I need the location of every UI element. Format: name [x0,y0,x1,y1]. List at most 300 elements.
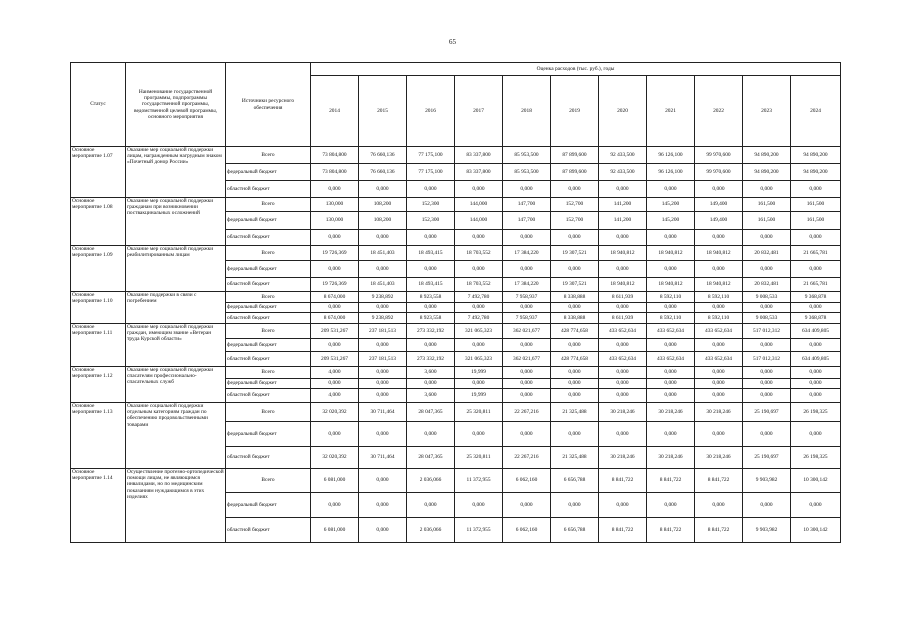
amount-cell: 22 267,216 [503,403,551,422]
table-row [71,403,841,422]
amount-cell: 0,000 [455,303,503,313]
amount-cell: 92 433,500 [599,147,647,164]
status-cell: Основное мероприятие 1.11 [71,324,126,367]
amount-cell: 8 674,000 [311,292,359,303]
amount-cell: 362 021,677 [503,352,551,367]
amount-cell: 362 021,677 [503,324,551,339]
amount-cell: 428 774,658 [551,324,599,339]
amount-cell: 8 841,722 [647,469,695,493]
amount-cell: 0,000 [791,367,841,379]
table-body [71,147,841,543]
amount-cell: 8 923,558 [407,313,455,324]
source-cell: федеральный бюджет [226,164,311,181]
table-row [71,198,841,212]
amount-cell: 149,400 [695,198,743,212]
status-cell: Основное мероприятие 1.09 [71,246,126,292]
amount-cell: 10 300,142 [791,518,841,543]
amount-cell: 0,000 [359,339,407,352]
amount-cell: 0,000 [695,230,743,246]
source-cell: областной бюджет [226,389,311,403]
amount-cell: 30 711,464 [359,447,407,469]
amount-cell: 83 337,800 [455,164,503,181]
amount-cell: 0,000 [791,261,841,278]
source-cell: Всего [226,198,311,212]
amount-cell: 0,000 [407,422,455,447]
amount-cell: 30 218,246 [647,447,695,469]
amount-cell: 0,000 [743,367,791,379]
amount-cell: 8 841,722 [695,518,743,543]
amount-cell: 0,000 [647,422,695,447]
amount-cell: 8 841,722 [599,469,647,493]
amount-cell: 94 890,200 [791,164,841,181]
amount-cell: 634 409,805 [791,324,841,339]
amount-cell: 0,000 [359,469,407,493]
amount-cell: 0,000 [503,422,551,447]
amount-cell: 8 338,888 [551,292,599,303]
source-cell: федеральный бюджет [226,422,311,447]
amount-cell: 26 198,325 [791,447,841,469]
amount-cell: 73 804,800 [311,164,359,181]
amount-cell: 19 726,369 [311,246,359,261]
amount-cell: 0,000 [647,367,695,379]
amount-cell: 0,000 [647,303,695,313]
amount-cell: 0,000 [503,493,551,518]
amount-cell: 0,000 [311,261,359,278]
amount-cell: 152,300 [407,212,455,230]
source-cell: Всего [226,292,311,303]
amount-cell: 96 126,100 [647,147,695,164]
amount-cell: 0,000 [407,379,455,389]
amount-cell: 0,000 [503,181,551,198]
source-cell: федеральный бюджет [226,339,311,352]
amount-cell: 18 940,812 [647,278,695,292]
amount-cell: 0,000 [695,379,743,389]
amount-cell: 0,000 [311,339,359,352]
amount-cell: 0,000 [599,230,647,246]
amount-cell: 0,000 [647,181,695,198]
amount-cell: 0,000 [455,339,503,352]
source-cell: областной бюджет [226,278,311,292]
amount-cell: 161,500 [791,212,841,230]
amount-cell: 7 958,937 [503,313,551,324]
amount-cell: 144,000 [455,198,503,212]
amount-cell: 8 592,110 [647,292,695,303]
amount-cell: 147,700 [503,198,551,212]
amount-cell: 0,000 [647,230,695,246]
source-cell: областной бюджет [226,230,311,246]
amount-cell: 76 660,136 [359,147,407,164]
amount-cell: 0,000 [743,339,791,352]
amount-cell: 28 047,365 [407,403,455,422]
activity-name-cell: Осуществление протезно-ортопедической помощи лицам, не являющимся инвалидами, но по медицинским показаниям нуждающимся в этих изделиях [126,469,226,543]
source-cell: федеральный бюджет [226,261,311,278]
amount-cell: 21 665,781 [791,278,841,292]
header-source: Источники ресурсного обеспечения [226,63,311,147]
amount-cell: 25 320,811 [455,447,503,469]
amount-cell: 0,000 [359,181,407,198]
source-cell: федеральный бюджет [226,379,311,389]
amount-cell: 87 899,600 [551,147,599,164]
source-cell: областной бюджет [226,518,311,543]
amount-cell: 149,400 [695,212,743,230]
amount-cell: 77 175,100 [407,164,455,181]
amount-cell: 0,000 [311,493,359,518]
amount-cell: 0,000 [647,389,695,403]
amount-cell: 433 652,634 [647,324,695,339]
amount-cell: 18 451,403 [359,278,407,292]
year-header: 2020 [599,76,647,147]
amount-cell: 130,000 [311,212,359,230]
amount-cell: 0,000 [359,367,407,379]
amount-cell: 17 384,220 [503,246,551,261]
amount-cell: 0,000 [695,367,743,379]
amount-cell: 0,000 [695,339,743,352]
amount-cell: 8 841,722 [599,518,647,543]
amount-cell: 517 012,312 [743,324,791,339]
amount-cell: 433 652,634 [695,352,743,367]
source-cell: Всего [226,147,311,164]
table-row [71,246,841,261]
amount-cell: 0,000 [359,518,407,543]
header-status: Статус [71,63,126,147]
amount-cell: 18 451,403 [359,246,407,261]
amount-cell: 6 062,160 [503,518,551,543]
year-header: 2019 [551,76,599,147]
amount-cell: 3,600 [407,389,455,403]
amount-cell: 99 970,600 [695,147,743,164]
amount-cell: 108,200 [359,212,407,230]
amount-cell: 0,000 [791,493,841,518]
year-header: 2014 [311,76,359,147]
amount-cell: 0,000 [407,493,455,518]
amount-cell: 83 337,800 [455,147,503,164]
header-estimate: Оценка расходов (тыс. руб.), годы [311,63,841,76]
amount-cell: 161,500 [743,198,791,212]
source-cell: федеральный бюджет [226,212,311,230]
amount-cell: 26 198,325 [791,403,841,422]
header-name: Наименование государственной программы, подпрограммы государственной программы, ведомственной целевой программы, основного мероприятия [126,63,226,147]
amount-cell: 0,000 [647,261,695,278]
status-cell: Основное мероприятие 1.08 [71,198,126,246]
year-header: 2015 [359,76,407,147]
amount-cell: 209 531,267 [311,324,359,339]
source-cell: федеральный бюджет [226,493,311,518]
amount-cell: 7 492,780 [455,292,503,303]
amount-cell: 9 903,982 [743,469,791,493]
amount-cell: 0,000 [743,230,791,246]
status-cell: Основное мероприятие 1.07 [71,147,126,198]
amount-cell: 18 940,812 [695,278,743,292]
amount-cell: 517 012,312 [743,352,791,367]
amount-cell: 0,000 [503,261,551,278]
year-header: 2023 [743,76,791,147]
amount-cell: 0,000 [791,339,841,352]
header-row [71,63,841,76]
page-number: 65 [449,38,456,46]
amount-cell: 321 065,323 [455,352,503,367]
amount-cell: 73 804,800 [311,147,359,164]
amount-cell: 18 940,812 [647,246,695,261]
amount-cell: 7 958,937 [503,292,551,303]
source-cell: Всего [226,324,311,339]
amount-cell: 0,000 [791,422,841,447]
amount-cell: 0,000 [791,389,841,403]
amount-cell: 9 903,982 [743,518,791,543]
amount-cell: 8 674,000 [311,313,359,324]
amount-cell: 9 238,892 [359,292,407,303]
amount-cell: 8 592,110 [647,313,695,324]
amount-cell: 99 970,600 [695,164,743,181]
amount-cell: 0,000 [647,379,695,389]
activity-name-cell: Оказание мер социальной поддержки реабилитированным лицам [126,246,226,292]
amount-cell: 0,000 [455,261,503,278]
table-row [71,292,841,303]
amount-cell: 130,000 [311,198,359,212]
amount-cell: 0,000 [695,181,743,198]
amount-cell: 161,500 [791,198,841,212]
source-cell: Всего [226,469,311,493]
year-header: 2016 [407,76,455,147]
budget-table [70,62,841,543]
amount-cell: 0,000 [791,379,841,389]
amount-cell: 0,000 [791,230,841,246]
amount-cell: 87 899,600 [551,164,599,181]
amount-cell: 0,000 [599,389,647,403]
amount-cell: 0,000 [359,261,407,278]
amount-cell: 94 890,200 [743,147,791,164]
amount-cell: 18 493,415 [407,246,455,261]
amount-cell: 0,000 [743,181,791,198]
source-cell: областной бюджет [226,181,311,198]
amount-cell: 161,500 [743,212,791,230]
amount-cell: 8 592,110 [695,292,743,303]
amount-cell: 8 611,939 [599,313,647,324]
amount-cell: 0,000 [743,389,791,403]
amount-cell: 0,000 [455,181,503,198]
amount-cell: 141,200 [599,212,647,230]
source-cell: Всего [226,367,311,379]
source-cell: областной бюджет [226,313,311,324]
amount-cell: 0,000 [455,230,503,246]
amount-cell: 8 841,722 [647,518,695,543]
amount-cell: 11 372,955 [455,469,503,493]
amount-cell: 237 181,513 [359,352,407,367]
amount-cell: 209 531,267 [311,352,359,367]
amount-cell: 0,000 [311,230,359,246]
activity-name-cell: Оказание поддержки в связи с погребением [126,292,226,324]
amount-cell: 145,200 [647,198,695,212]
amount-cell: 30 218,246 [695,403,743,422]
amount-cell: 0,000 [695,303,743,313]
amount-cell: 6 656,788 [551,469,599,493]
amount-cell: 0,000 [311,379,359,389]
amount-cell: 2 036,066 [407,469,455,493]
year-header: 2018 [503,76,551,147]
amount-cell: 0,000 [599,493,647,518]
amount-cell: 9 008,533 [743,313,791,324]
status-cell: Основное мероприятие 1.13 [71,403,126,469]
amount-cell: 0,000 [359,230,407,246]
amount-cell: 0,000 [599,181,647,198]
status-cell: Основное мероприятие 1.14 [71,469,126,543]
amount-cell: 0,000 [359,389,407,403]
amount-cell: 0,000 [503,379,551,389]
amount-cell: 0,000 [743,303,791,313]
amount-cell: 0,000 [647,339,695,352]
year-header: 2021 [647,76,695,147]
amount-cell: 0,000 [359,379,407,389]
amount-cell: 22 267,216 [503,447,551,469]
amount-cell: 634 409,805 [791,352,841,367]
amount-cell: 2 036,066 [407,518,455,543]
amount-cell: 9 368,878 [791,292,841,303]
amount-cell: 19,999 [455,389,503,403]
amount-cell: 18 703,552 [455,278,503,292]
amount-cell: 0,000 [503,339,551,352]
amount-cell: 25 190,697 [743,403,791,422]
amount-cell: 108,200 [359,198,407,212]
amount-cell: 30 711,464 [359,403,407,422]
amount-cell: 8 592,110 [695,313,743,324]
amount-cell: 18 703,552 [455,246,503,261]
amount-cell: 0,000 [359,303,407,313]
amount-cell: 9 368,878 [791,313,841,324]
year-header: 2024 [791,76,841,147]
amount-cell: 0,000 [551,230,599,246]
amount-cell: 21 325,488 [551,447,599,469]
amount-cell: 433 652,634 [647,352,695,367]
year-header: 2017 [455,76,503,147]
amount-cell: 0,000 [551,181,599,198]
amount-cell: 0,000 [455,422,503,447]
amount-cell: 0,000 [695,493,743,518]
amount-cell: 0,000 [695,261,743,278]
amount-cell: 0,000 [311,303,359,313]
amount-cell: 18 493,415 [407,278,455,292]
amount-cell: 32 020,392 [311,403,359,422]
activity-name-cell: Оказание социальной поддержки отдельным категориям граждан по обеспечению продовольственными товарами [126,403,226,469]
amount-cell: 19 307,521 [551,246,599,261]
amount-cell: 94 890,200 [791,147,841,164]
amount-cell: 0,000 [695,389,743,403]
amount-cell: 0,000 [551,339,599,352]
table-row [71,147,841,164]
amount-cell: 8 923,558 [407,292,455,303]
amount-cell: 0,000 [647,493,695,518]
source-cell: областной бюджет [226,447,311,469]
amount-cell: 0,000 [599,261,647,278]
amount-cell: 96 126,100 [647,164,695,181]
amount-cell: 8 611,939 [599,292,647,303]
amount-cell: 0,000 [599,367,647,379]
amount-cell: 152,300 [407,198,455,212]
amount-cell: 9 238,892 [359,313,407,324]
amount-cell: 141,200 [599,198,647,212]
amount-cell: 77 175,100 [407,147,455,164]
amount-cell: 0,000 [503,389,551,403]
source-cell: Всего [226,403,311,422]
amount-cell: 0,000 [311,422,359,447]
amount-cell: 20 832,481 [743,278,791,292]
amount-cell: 0,000 [791,181,841,198]
amount-cell: 145,200 [647,212,695,230]
amount-cell: 147,700 [503,212,551,230]
amount-cell: 10 300,142 [791,469,841,493]
amount-cell: 321 065,323 [455,324,503,339]
amount-cell: 0,000 [503,303,551,313]
amount-cell: 0,000 [407,261,455,278]
amount-cell: 273 332,192 [407,352,455,367]
amount-cell: 0,000 [407,230,455,246]
amount-cell: 0,000 [551,367,599,379]
amount-cell: 0,000 [743,379,791,389]
amount-cell: 25 190,697 [743,447,791,469]
amount-cell: 94 890,200 [743,164,791,181]
amount-cell: 18 940,812 [695,246,743,261]
amount-cell: 0,000 [407,181,455,198]
amount-cell: 0,000 [695,422,743,447]
amount-cell: 21 665,781 [791,246,841,261]
amount-cell: 21 325,488 [551,403,599,422]
amount-cell: 85 953,500 [503,164,551,181]
amount-cell: 273 332,192 [407,324,455,339]
amount-cell: 85 953,500 [503,147,551,164]
amount-cell: 32 020,392 [311,447,359,469]
amount-cell: 6 081,000 [311,469,359,493]
amount-cell: 0,000 [455,379,503,389]
amount-cell: 0,000 [359,422,407,447]
amount-cell: 4,000 [311,389,359,403]
amount-cell: 6 081,000 [311,518,359,543]
amount-cell: 17 384,220 [503,278,551,292]
activity-name-cell: Оказание мер социальной поддержки граждан, имеющим звание «Ветеран труда Курской области» [126,324,226,367]
amount-cell: 0,000 [551,422,599,447]
table-row [71,324,841,339]
amount-cell: 0,000 [407,303,455,313]
amount-cell: 28 047,365 [407,447,455,469]
amount-cell: 433 652,634 [695,324,743,339]
amount-cell: 0,000 [551,261,599,278]
amount-cell: 92 433,500 [599,164,647,181]
amount-cell: 433 652,634 [599,324,647,339]
amount-cell: 0,000 [503,367,551,379]
amount-cell: 76 660,136 [359,164,407,181]
source-cell: федеральный бюджет [226,303,311,313]
amount-cell: 25 320,811 [455,403,503,422]
amount-cell: 4,000 [311,367,359,379]
amount-cell: 11 372,955 [455,518,503,543]
amount-cell: 0,000 [551,389,599,403]
activity-name-cell: Оказание мер социальной поддержки спасателям профессионально-спасательных служб [126,367,226,403]
amount-cell: 0,000 [599,339,647,352]
amount-cell: 152,700 [551,198,599,212]
amount-cell: 0,000 [503,230,551,246]
activity-name-cell: Оказание мер социальной поддержки гражданам при возникновении поствакцинальных осложнений [126,198,226,246]
amount-cell: 30 218,246 [599,447,647,469]
amount-cell: 144,000 [455,212,503,230]
amount-cell: 0,000 [743,493,791,518]
amount-cell: 6 656,788 [551,518,599,543]
amount-cell: 6 062,160 [503,469,551,493]
amount-cell: 30 218,246 [695,447,743,469]
table-row [71,469,841,493]
amount-cell: 20 832,481 [743,246,791,261]
source-cell: областной бюджет [226,352,311,367]
amount-cell: 30 218,246 [647,403,695,422]
amount-cell: 152,700 [551,212,599,230]
source-cell: Всего [226,246,311,261]
table-row [71,367,841,379]
